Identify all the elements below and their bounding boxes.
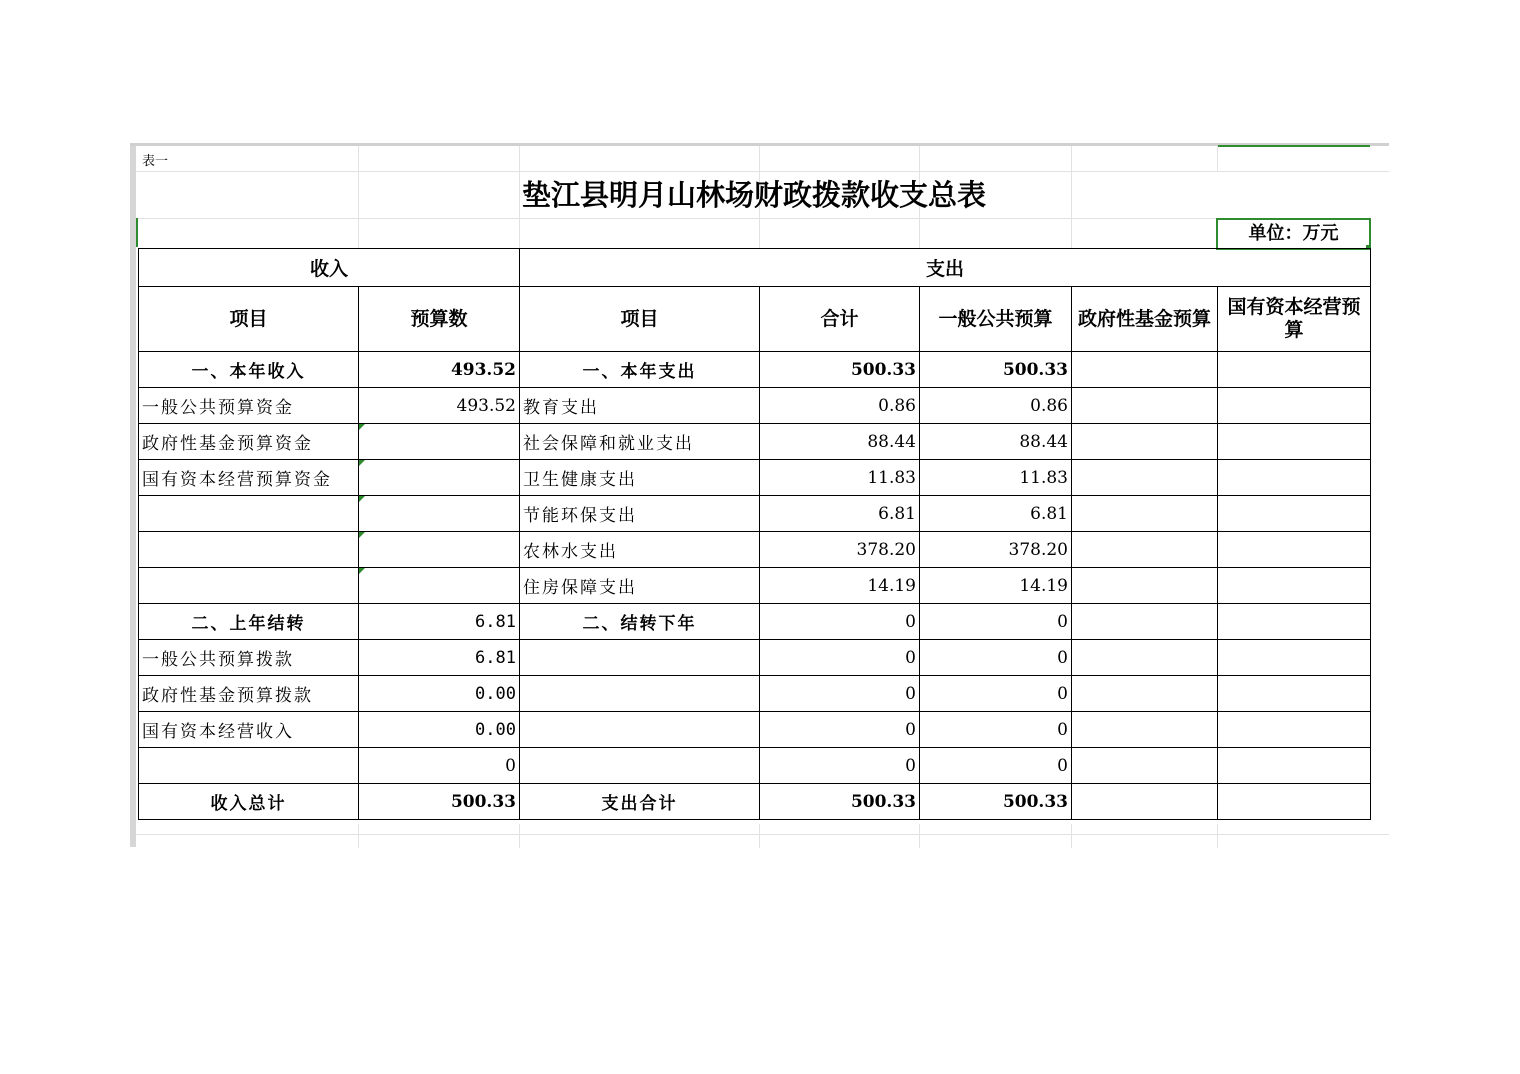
income-item-cell[interactable]: 政府性基金预算拨款 <box>139 676 359 712</box>
expense-total-label[interactable]: 支出合计 <box>520 784 760 820</box>
income-amount-cell[interactable] <box>359 496 520 532</box>
general-cell[interactable]: 14.19 <box>920 568 1072 604</box>
state-capital-cell[interactable] <box>1218 352 1371 388</box>
gridline <box>759 824 760 848</box>
expense-item-cell[interactable] <box>520 676 760 712</box>
expense-item-cell[interactable]: 教育支出 <box>520 388 760 424</box>
state-capital-cell[interactable] <box>1218 496 1371 532</box>
general-cell[interactable]: 11.83 <box>920 460 1072 496</box>
gov-fund-cell[interactable] <box>1072 532 1218 568</box>
general-cell[interactable]: 0 <box>920 712 1072 748</box>
general-cell[interactable]: 0 <box>920 640 1072 676</box>
expense-item-cell[interactable]: 节能环保支出 <box>520 496 760 532</box>
table-row <box>139 640 1371 676</box>
col-header-total: 合计 <box>760 287 920 352</box>
general-cell[interactable]: 0 <box>920 676 1072 712</box>
income-item-cell[interactable] <box>139 496 359 532</box>
total-cell[interactable]: 0 <box>760 640 920 676</box>
income-total-label[interactable]: 收入总计 <box>139 784 359 820</box>
general-cell[interactable]: 0 <box>920 748 1072 784</box>
income-item-cell[interactable] <box>139 532 359 568</box>
gov-fund-cell[interactable] <box>1072 676 1218 712</box>
budget-table <box>138 248 1371 820</box>
income-amount-cell[interactable] <box>359 568 520 604</box>
table-row <box>139 388 1371 424</box>
state-capital-cell[interactable] <box>1218 712 1371 748</box>
expense-item-cell[interactable]: 二、结转下年 <box>520 604 760 640</box>
income-amount-cell[interactable]: 0.00 <box>359 676 520 712</box>
total-cell[interactable]: 11.83 <box>760 460 920 496</box>
gov-fund-cell[interactable] <box>1072 352 1218 388</box>
expense-item-cell[interactable]: 卫生健康支出 <box>520 460 760 496</box>
general-cell[interactable]: 0.86 <box>920 388 1072 424</box>
state-capital-cell[interactable] <box>1218 460 1371 496</box>
page-title: 垫江县明月山林场财政拨款收支总表 <box>521 178 986 212</box>
expense-general-total-cell[interactable]: 500.33 <box>920 784 1072 820</box>
income-amount-cell[interactable]: 6.81 <box>359 604 520 640</box>
table-row <box>139 748 1371 784</box>
table-row <box>139 712 1371 748</box>
expense-item-cell[interactable] <box>520 748 760 784</box>
col-header-expense-item: 项目 <box>520 287 760 352</box>
income-amount-cell[interactable] <box>359 532 520 568</box>
income-amount-cell[interactable]: 0.00 <box>359 712 520 748</box>
income-total-amount[interactable]: 500.33 <box>359 784 520 820</box>
gov-fund-cell[interactable] <box>1072 460 1218 496</box>
gov-fund-cell[interactable] <box>1072 496 1218 532</box>
income-item-cell[interactable]: 国有资本经营预算资金 <box>139 460 359 496</box>
state-capital-cell[interactable] <box>1218 676 1371 712</box>
gov-fund-cell[interactable] <box>1072 712 1218 748</box>
total-cell[interactable]: 0 <box>760 712 920 748</box>
col-header-general: 一般公共预算 <box>920 287 1072 352</box>
total-cell[interactable]: 14.19 <box>760 568 920 604</box>
col-header-budget: 预算数 <box>359 287 520 352</box>
gridline <box>136 834 1389 835</box>
total-cell[interactable]: 0.86 <box>760 388 920 424</box>
state-capital-cell[interactable] <box>1218 604 1371 640</box>
income-amount-cell[interactable] <box>359 424 520 460</box>
income-amount-cell[interactable]: 0 <box>359 748 520 784</box>
table-row <box>139 532 1371 568</box>
income-item-cell[interactable] <box>139 568 359 604</box>
table-row <box>139 496 1371 532</box>
gridline <box>919 824 920 848</box>
col-header-gov-fund: 政府性基金预算 <box>1072 287 1218 352</box>
general-cell[interactable]: 500.33 <box>920 352 1072 388</box>
gov-fund-cell[interactable] <box>1072 784 1218 820</box>
gov-fund-cell[interactable] <box>1072 604 1218 640</box>
expense-item-cell[interactable] <box>520 640 760 676</box>
table-row <box>139 352 1371 388</box>
general-cell[interactable]: 378.20 <box>920 532 1072 568</box>
expense-header: 支出 <box>520 249 1371 287</box>
gridline <box>358 824 359 848</box>
income-amount-cell[interactable]: 6.81 <box>359 640 520 676</box>
income-item-cell[interactable]: 一般公共预算拨款 <box>139 640 359 676</box>
state-capital-cell[interactable] <box>1218 748 1371 784</box>
col-header-income-item: 项目 <box>139 287 359 352</box>
total-cell[interactable]: 500.33 <box>760 352 920 388</box>
table-row <box>139 676 1371 712</box>
expense-item-cell[interactable]: 农林水支出 <box>520 532 760 568</box>
income-header: 收入 <box>139 249 520 287</box>
state-capital-cell[interactable] <box>1218 568 1371 604</box>
expense-item-cell[interactable] <box>520 712 760 748</box>
income-amount-cell[interactable] <box>359 460 520 496</box>
total-cell[interactable]: 0 <box>760 604 920 640</box>
gridline <box>1217 146 1218 172</box>
state-capital-cell[interactable] <box>1218 640 1371 676</box>
unit-cell-selected[interactable]: 单位：万元 <box>1216 218 1371 250</box>
gridline <box>136 218 1216 219</box>
general-cell[interactable]: 0 <box>920 604 1072 640</box>
state-capital-cell[interactable] <box>1218 424 1371 460</box>
income-item-cell[interactable]: 二、上年结转 <box>139 604 359 640</box>
expense-item-cell[interactable]: 一、本年支出 <box>520 352 760 388</box>
total-cell[interactable]: 6.81 <box>760 496 920 532</box>
gridline <box>519 824 520 848</box>
table-row <box>139 460 1371 496</box>
general-cell[interactable]: 6.81 <box>920 496 1072 532</box>
state-capital-cell[interactable] <box>1218 784 1371 820</box>
income-item-cell[interactable]: 国有资本经营收入 <box>139 712 359 748</box>
expense-item-cell[interactable]: 社会保障和就业支出 <box>520 424 760 460</box>
total-cell[interactable]: 0 <box>760 748 920 784</box>
state-capital-cell[interactable] <box>1218 532 1371 568</box>
expense-total-cell[interactable]: 500.33 <box>760 784 920 820</box>
gov-fund-cell[interactable] <box>1072 388 1218 424</box>
expense-item-cell[interactable]: 住房保障支出 <box>520 568 760 604</box>
income-item-cell[interactable]: 一、本年收入 <box>139 352 359 388</box>
table-row <box>139 784 1371 820</box>
gov-fund-cell[interactable] <box>1072 748 1218 784</box>
income-item-cell[interactable]: 一般公共预算资金 <box>139 388 359 424</box>
income-amount-cell[interactable]: 493.52 <box>359 352 520 388</box>
row-header-bar <box>130 146 136 847</box>
selection-edge <box>136 218 138 247</box>
col-header-state-capital: 国有资本经营预算 <box>1218 287 1371 352</box>
total-cell[interactable]: 0 <box>760 676 920 712</box>
total-cell[interactable]: 378.20 <box>760 532 920 568</box>
income-amount-cell[interactable]: 493.52 <box>359 388 520 424</box>
general-cell[interactable]: 88.44 <box>920 424 1072 460</box>
gov-fund-cell[interactable] <box>1072 424 1218 460</box>
table-row <box>139 604 1371 640</box>
form-label: 表一 <box>142 154 169 169</box>
state-capital-cell[interactable] <box>1218 388 1371 424</box>
gov-fund-cell[interactable] <box>1072 568 1218 604</box>
income-item-cell[interactable] <box>139 748 359 784</box>
total-cell[interactable]: 88.44 <box>760 424 920 460</box>
table-row <box>139 424 1371 460</box>
selection-edge <box>1218 145 1370 147</box>
gridline <box>1071 824 1072 848</box>
gov-fund-cell[interactable] <box>1072 640 1218 676</box>
table-row <box>139 568 1371 604</box>
gridline <box>1217 824 1218 848</box>
income-item-cell[interactable]: 政府性基金预算资金 <box>139 424 359 460</box>
